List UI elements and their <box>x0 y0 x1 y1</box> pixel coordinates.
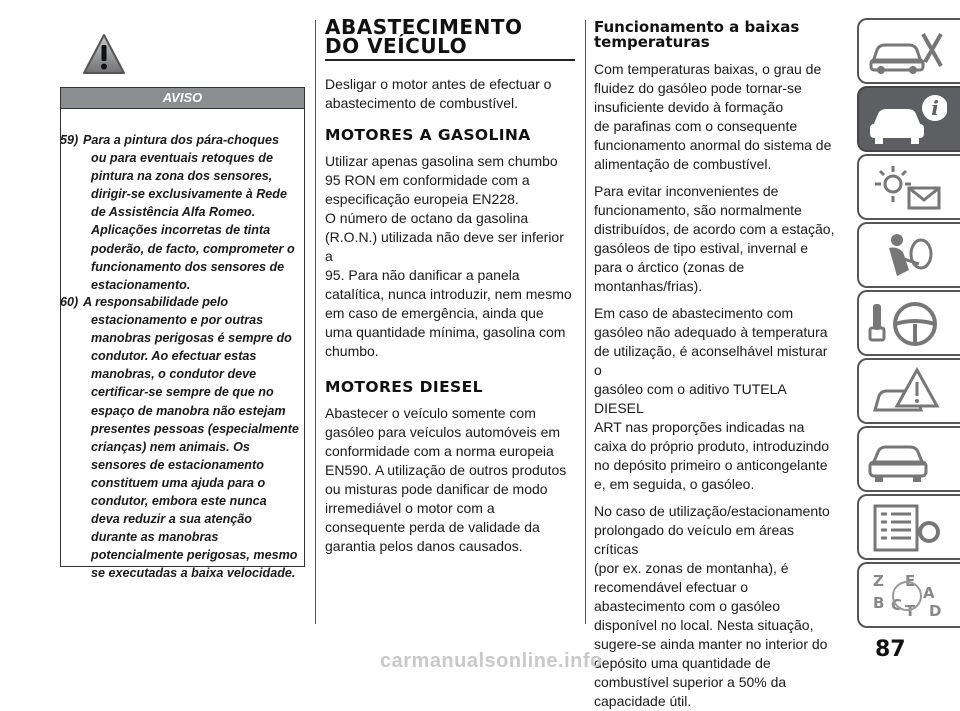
warning-lights-icon <box>867 162 947 214</box>
paragraph-line: distribuídos, de acordo com a estação, <box>594 221 835 237</box>
tab-car-breakdown[interactable] <box>857 358 960 424</box>
note-line: A responsabilidade pelo <box>83 295 229 309</box>
index-letter: A <box>923 584 935 602</box>
paragraph-line: capacidade útil. <box>594 693 692 709</box>
note-line: manobras perigosas é sempre do <box>91 331 292 346</box>
warning-note-59 <box>60 131 300 294</box>
paragraph-line: depósito uma quantidade de <box>594 655 771 671</box>
paragraph-line: montanhas/frias). <box>594 278 703 294</box>
note-line: 60) <box>60 295 79 309</box>
note-line: condutor. Ao efectuar estas <box>91 349 257 364</box>
svg-text:i: i <box>931 96 939 120</box>
page-number: 87 <box>875 637 906 662</box>
paragraph-line: sugere-se ainda manter no interior do <box>594 636 828 652</box>
paragraph-line: Com temperaturas baixas, o grau de <box>594 61 822 77</box>
note-line: condutor, embora este nunca <box>91 494 267 509</box>
note-line: deva reduzir a sua atenção <box>91 512 252 527</box>
note-line: 59) <box>60 133 79 147</box>
paragraph-line: ART nas proporções indicadas na <box>594 419 805 435</box>
note-line: crianças) nem animais. Os <box>91 439 250 454</box>
car-info-icon <box>867 94 947 146</box>
note-line: poderão, de facto, comprometer o <box>91 241 295 256</box>
paragraph-line: recomendável efectuar o <box>594 579 749 595</box>
steering-icon <box>867 298 947 350</box>
note-line: potencialmente perigosas, mesmo <box>91 548 298 563</box>
paragraph-line: disponível no local. Nesta situação, <box>594 617 814 633</box>
subsection-title: MOTORES A GASOLINA <box>325 126 531 144</box>
paragraph-line: EN590. A utilização de outros produtos <box>325 462 567 478</box>
paragraph-line: prolongado do veículo em áreas críticas <box>594 522 795 557</box>
tab-warning-lights[interactable] <box>857 154 960 220</box>
paragraph-line: irremediável o motor com a <box>325 500 495 516</box>
note-line: sensores de estacionamento <box>91 457 264 472</box>
note-line: estacionamento e por outras <box>91 313 264 328</box>
section-title: Funcionamento a baixas <box>594 18 800 36</box>
paragraph-line: Em caso de abastecimento com <box>594 305 794 321</box>
index-letter: C <box>891 596 903 614</box>
paragraph-line: catalítica, nunca introduzir, nem mesmo <box>325 286 572 302</box>
note-line: Para a pintura dos pára-choques <box>83 133 279 147</box>
index-letter: D <box>929 602 942 620</box>
paragraph-line: alimentação de combustível. <box>594 156 772 172</box>
paragraph-line: abastecimento com o gasóleo <box>594 598 780 614</box>
paragraph-line: especificação europeia EN228. <box>325 191 519 207</box>
note-line: constituem uma ajuda para o <box>91 475 266 490</box>
warning-note-60 <box>60 293 300 583</box>
paragraph-line: no depósito primeiro o anticongelante <box>594 457 828 473</box>
watermark: carmanualsonline.info <box>380 650 603 672</box>
paragraph-line: em caso de emergência, ainda que <box>325 305 544 321</box>
warning-triangle-icon <box>82 33 126 77</box>
note-line: estacionamento. <box>91 277 191 292</box>
paragraph-line: ou misturas pode danificar de modo <box>325 481 548 497</box>
note-line: pintura na zona dos sensores, <box>91 169 273 184</box>
refuelling-section <box>325 15 575 556</box>
paragraph-line: insuficiente devido à formação <box>594 99 784 115</box>
specifications-icon <box>867 502 947 554</box>
note-line: de Assistência Alfa Romeo. <box>91 205 256 220</box>
title-rule <box>325 59 575 61</box>
paragraph-line: 95 RON em conformidade com a <box>325 172 530 188</box>
paragraph-line: combustível superior a 50% da <box>594 674 787 690</box>
paragraph-line: gasóleo não adequado à temperatura <box>594 324 828 340</box>
paragraph-line: consequente perda de validade da <box>325 519 540 535</box>
index-letter: E <box>905 572 916 590</box>
tab-steering[interactable] <box>857 290 960 356</box>
note-line: certificar-se sempre de que no <box>91 385 274 400</box>
paragraph-line: abastecimento de combustível. <box>325 95 518 111</box>
note-line: funcionamento dos sensores de <box>91 259 285 274</box>
column-divider <box>585 20 586 624</box>
warning-section <box>60 10 305 581</box>
low-temperature-section <box>594 20 839 711</box>
car-tools-icon <box>867 26 947 78</box>
paragraph-line: No caso de utilização/estacionamento <box>594 503 830 519</box>
index-letter: Z <box>873 572 884 590</box>
car-service-icon <box>867 434 947 486</box>
note-line: Aplicações incorretas de tinta <box>91 223 271 238</box>
section-title: DO VEÍCULO <box>325 34 468 58</box>
tab-airbag[interactable] <box>857 222 960 288</box>
column-divider <box>315 20 316 624</box>
paragraph-line: de parafinas com o consequente <box>594 118 798 134</box>
tab-car-service[interactable] <box>857 426 960 492</box>
paragraph-line: caixa do próprio produto, introduzindo <box>594 438 830 454</box>
note-line: ou para eventuais retoques de <box>91 151 273 166</box>
index-letter: B <box>873 594 885 612</box>
paragraph-line: para o árctico (zonas de <box>594 259 745 275</box>
index-letter: T <box>905 602 916 620</box>
note-line: manobras, o condutor deve <box>91 367 257 382</box>
index-icon <box>867 570 947 622</box>
subsection-title: MOTORES DIESEL <box>325 378 483 396</box>
paragraph-line: gasóleos de tipo estival, invernal e <box>594 240 809 256</box>
paragraph-line: conformidade com a norma europeia <box>325 443 554 459</box>
paragraph-line: e, em seguida, o gasóleo. <box>594 476 755 492</box>
section-title: ABASTECIMENTO <box>325 15 523 39</box>
paragraph-line: Abastecer o veículo somente com <box>325 405 536 421</box>
paragraph-line: Para evitar inconvenientes de <box>594 183 779 199</box>
note-line: presentes pessoas (especialmente <box>91 421 299 436</box>
paragraph-line: 95. Para não danificar a panela <box>325 267 520 283</box>
tab-specifications[interactable] <box>857 494 960 560</box>
paragraph-line: fluidez do gasóleo pode tornar-se <box>594 80 802 96</box>
note-line: dirigir-se exclusivamente à Rede <box>91 187 287 202</box>
paragraph-line: uma quantidade mínima, gasolina com <box>325 324 566 340</box>
note-line: espaço de manobra não estejam <box>91 403 286 418</box>
paragraph-line: garantia pelos danos causados. <box>325 538 523 554</box>
paragraph-line: (R.O.N.) utilizada não deve ser inferior a <box>325 229 564 264</box>
car-breakdown-icon <box>867 366 947 418</box>
warning-title: AVISO <box>60 87 305 109</box>
paragraph-line: Desligar o motor antes de efectuar o <box>325 76 552 92</box>
paragraph-line: funcionamento anormal do sistema de <box>594 137 832 153</box>
paragraph-line: chumbo. <box>325 343 379 359</box>
section-title: temperaturas <box>594 33 710 51</box>
paragraph-line: (por ex. zonas de montanha), é <box>594 560 789 576</box>
paragraph-line: de utilização, é aconselhável misturar o <box>594 343 828 378</box>
note-line: durante as manobras <box>91 530 219 545</box>
paragraph-line: O número de octano da gasolina <box>325 210 529 226</box>
paragraph-line: funcionamento, são normalmente <box>594 202 802 218</box>
tab-car-info[interactable] <box>857 86 960 152</box>
paragraph-line: gasóleo com o aditivo TUTELA DIESEL <box>594 381 786 416</box>
tab-car-tools[interactable] <box>857 18 960 84</box>
note-line: se executadas a baixa velocidade. <box>91 566 296 581</box>
tab-index[interactable] <box>857 562 960 628</box>
paragraph-line: gasóleo para veículos automóveis em <box>325 424 561 440</box>
airbag-icon <box>867 230 947 282</box>
paragraph-line: Utilizar apenas gasolina sem chumbo <box>325 153 558 169</box>
